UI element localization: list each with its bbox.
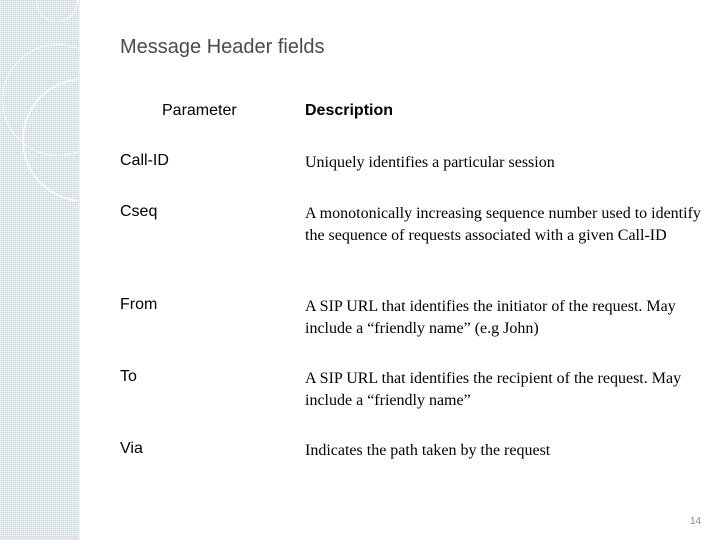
description-via: Indicates the path taken by the request: [305, 442, 551, 459]
description-call-id: Uniquely identifies a particular session: [305, 154, 555, 171]
decorative-ring: [2, 44, 78, 156]
parameter-cseq: Cseq: [120, 203, 158, 220]
decorative-ring: [36, 0, 78, 22]
column-header-description: Description: [305, 102, 394, 119]
page-number: 14: [690, 516, 702, 527]
band-divider: [78, 0, 80, 540]
parameter-from: From: [120, 296, 158, 313]
description-cseq: A monotonically increasing sequence number used to identify the sequence of requests associated with a given Call-ID: [305, 205, 701, 244]
slide-title: Message Header fields: [120, 36, 325, 58]
description-to: A SIP URL that identifies the recipient of the request. May include a “friendly name”: [305, 370, 682, 409]
column-header-parameter: Parameter: [162, 102, 237, 119]
parameter-to: To: [120, 368, 137, 385]
decorative-side-band: [0, 0, 78, 540]
parameter-call-id: Call-ID: [120, 152, 169, 169]
description-from: A SIP URL that identifies the initiator of the request. May include a “friendly name” (e.g John): [305, 298, 676, 337]
parameter-via: Via: [120, 440, 143, 457]
